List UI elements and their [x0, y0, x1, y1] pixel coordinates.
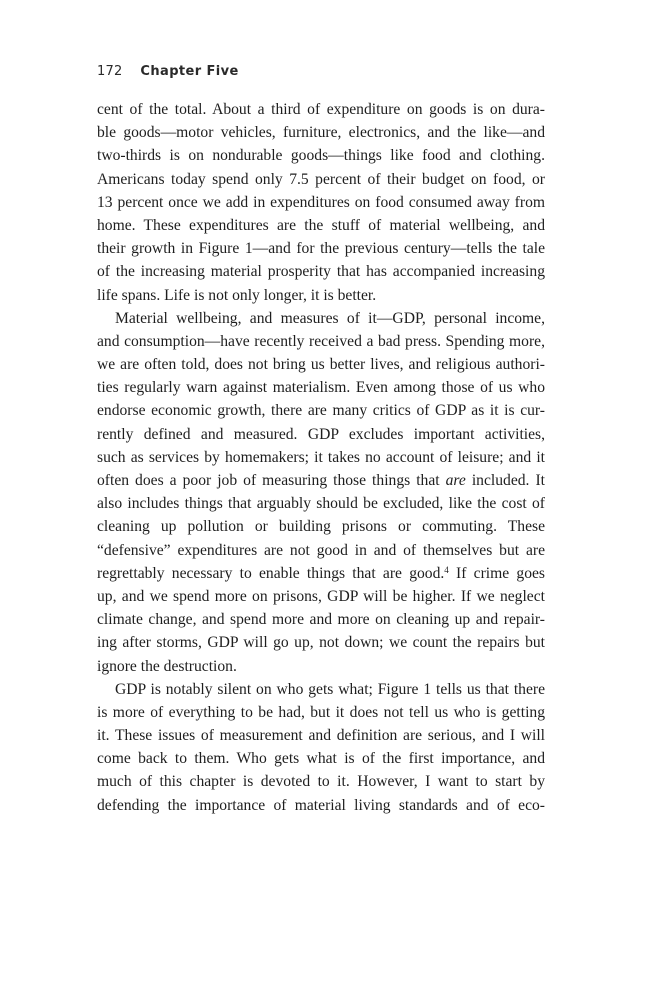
- text-line: “defensive” expenditures are not good in and of themselves but are: [97, 541, 545, 559]
- footnote-marker[interactable]: 4: [444, 564, 449, 575]
- page-number: 172: [97, 64, 123, 79]
- chapter-title: Chapter Five: [140, 64, 239, 79]
- body-text: [97, 98, 545, 817]
- paragraph: [97, 678, 545, 817]
- text-line: defending the importance of material living standards and of eco-: [97, 796, 545, 814]
- text-line: cleaning up pollution or building prisons or commuting. These: [97, 518, 545, 536]
- text-line: ties regularly warn against materialism. Even among those of us who: [97, 379, 545, 397]
- text-line: cent of the total. About a third of expenditure on goods is on dura-: [97, 101, 545, 118]
- text-line: much of this chapter is devoted to it. However, I want to start by: [97, 773, 545, 791]
- text-line: Material wellbeing, and measures of it—GDP, personal income,: [115, 309, 545, 327]
- paragraph: [97, 307, 545, 678]
- text-line: also includes things that arguably should be excluded, like the cost of: [97, 495, 545, 513]
- text-line: Americans today spend only 7.5 percent of their budget on food, or: [97, 170, 545, 188]
- text-line: and consumption—have recently received a bad press. Spending more,: [97, 332, 545, 350]
- text-line: is more of everything to be had, but it does not tell us who is getting: [97, 703, 545, 721]
- text-line: GDP is notably silent on who gets what; Figure 1 tells us that there: [115, 680, 545, 698]
- text-line: regrettably necessary to enable things that are good.$^4$ If crime goes: [97, 564, 545, 582]
- text-line: come back to them. Who gets what is of the first importance, and: [97, 750, 545, 768]
- running-head: [97, 64, 239, 79]
- text-line: endorse economic growth, there are many critics of GDP as it is cur-: [97, 402, 545, 420]
- text-line: home. These expenditures are the stuff of material wellbeing, and: [97, 216, 545, 234]
- text-line: life spans. Life is not only longer, it is better.: [97, 286, 377, 304]
- text-line: 13 percent once we add in expenditures on food consumed away from: [97, 193, 545, 211]
- text-line: often does a poor job of measuring those things that are included. It: [97, 472, 545, 489]
- text-line: it. These issues of measurement and definition are serious, and I will: [97, 727, 545, 745]
- text-line: two-thirds is on nondurable goods—things like food and clothing.: [97, 147, 545, 165]
- text-line: we are often told, does not bring us better lives, and religious authori-: [97, 356, 545, 374]
- text-line: rently defined and measured. GDP excludes important activities,: [97, 425, 545, 443]
- text-line: ing after storms, GDP will go up, not down; we count the repairs but: [97, 634, 545, 652]
- text-line: up, and we spend more on prisons, GDP will be higher. If we neglect: [97, 587, 545, 605]
- text-line: of the increasing material prosperity that has accompanied increasing: [97, 263, 545, 281]
- text-line: such as services by homemakers; it takes no account of leisure; and it: [97, 448, 545, 466]
- text-line: ble goods—motor vehicles, furniture, electronics, and the like—and: [97, 124, 545, 142]
- emphasized-word: are: [445, 472, 466, 489]
- text-line: climate change, and spend more and more on cleaning up and repair-: [97, 611, 545, 629]
- text-line: their growth in Figure 1—and for the previous century—tells the tale: [97, 240, 545, 258]
- paragraph: [97, 98, 545, 307]
- text-line: ignore the destruction.: [97, 657, 237, 675]
